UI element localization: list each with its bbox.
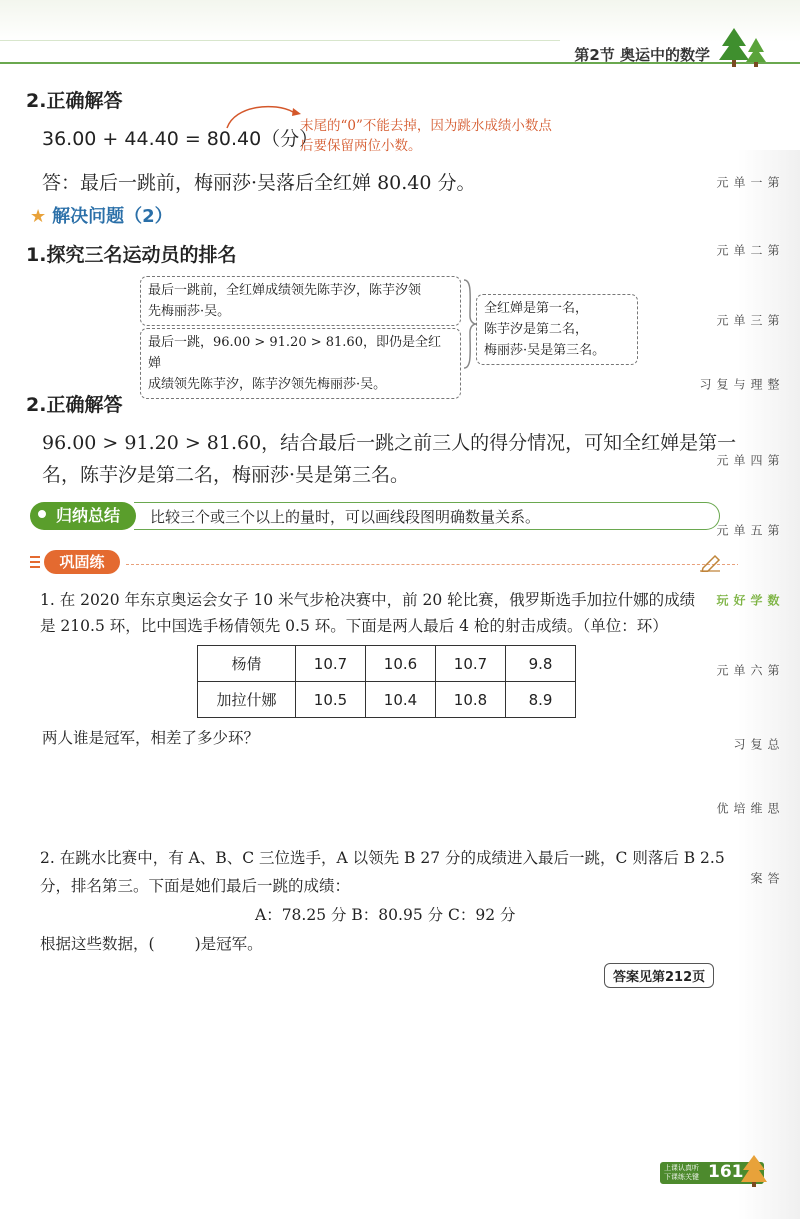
q2-line1: 2. 在跳水比赛中，有 A、B、C 三位选手，A 以领先 B 27 分的成绩进入最后一跳，C 则落后 B 2.5 [40, 849, 725, 867]
page-number: 161 [708, 1162, 744, 1182]
q2-scores: A：78.25 分 B：80.95 分 C：92 分 [255, 906, 516, 924]
pencil-icon [700, 552, 722, 572]
location-pin-icon [35, 507, 49, 521]
part1-heading: 2.正确解答 [26, 90, 123, 112]
side-tab-unit3[interactable]: 第三单元 [715, 314, 780, 327]
section-title: 第2节 奥运中的数学 [574, 46, 710, 64]
table-cell: 10.8 [436, 682, 506, 718]
table-cell: 加拉什娜 [198, 682, 296, 718]
note-line: 后要保留两位小数。 [300, 138, 422, 154]
box-line: 全红婵是第一名， [484, 301, 589, 316]
note-line: 末尾的“0”不能去掉，因为跳水成绩小数点 [300, 118, 552, 134]
q2-question-pre: 根据这些数据，( [40, 935, 155, 953]
table-row [198, 646, 576, 682]
tree-icon [740, 1154, 768, 1188]
table-cell: 10.4 [366, 682, 436, 718]
summary-text: 比较三个或三个以上的量时，可以画线段图明确数量关系。 [150, 508, 541, 526]
summary-label: 归纳总结 [30, 502, 136, 530]
side-tab-unit5[interactable]: 第五单元 [715, 524, 780, 537]
side-tab-thinking[interactable]: 思维培优 [715, 802, 780, 815]
table-cell: 8.9 [506, 682, 576, 718]
q2-line2: 分，排名第三。下面是她们最后一跳的成绩： [40, 877, 351, 895]
part2-answer-line1: 96.00 > 91.20 > 81.60，结合最后一跳之前三人的得分情况，可知全红婵是第一 [42, 432, 737, 454]
side-tab-fun-math[interactable]: 数学好玩 [715, 594, 780, 607]
box-line: 成绩领先陈芋汐，陈芋汐领先梅丽莎·吴。 [148, 377, 387, 392]
tree-icon [718, 26, 768, 68]
box-line: 先梅丽莎·吴。 [148, 304, 231, 319]
footer-tagline [664, 1164, 699, 1182]
side-tab-unit1[interactable]: 第一单元 [715, 176, 780, 189]
table-cell: 9.8 [506, 646, 576, 682]
table-cell: 杨倩 [198, 646, 296, 682]
q1-line1: 1. 在 2020 年东京奥运会女子 10 米气步枪决赛中，前 20 轮比赛，俄罗斯选手加拉什娜的成绩 [40, 591, 696, 609]
practice-divider [126, 564, 740, 565]
table-cell: 10.7 [436, 646, 506, 682]
side-tab-unit2[interactable]: 第二单元 [715, 244, 780, 257]
note-text [300, 116, 552, 156]
side-tab-unit6[interactable]: 第六单元 [715, 664, 780, 677]
problem2-title [30, 202, 173, 228]
practice-label: 巩固练 [44, 550, 120, 574]
menu-lines-icon [30, 556, 40, 571]
table-row [198, 682, 576, 718]
ranking-result-box [476, 294, 638, 365]
part2-heading: 2.正确解答 [26, 394, 123, 416]
page-header [0, 0, 800, 70]
box-line: 最后一跳前，全红婵成绩领先陈芋汐，陈芋汐领 [148, 283, 422, 298]
q2-question [40, 932, 263, 954]
note-arrow-icon [225, 100, 305, 130]
q2-question-post: )是冠军。 [194, 935, 263, 953]
part1-answer: 答：最后一跳前，梅丽莎·吴落后全红婵 80.40 分。 [42, 172, 476, 194]
part2-answer-line2: 名，陈芋汐是第二名，梅丽莎·吴是第三名。 [42, 464, 410, 486]
table-cell: 10.6 [366, 646, 436, 682]
reason-box-before [140, 276, 461, 326]
shooting-scores-table [197, 645, 576, 718]
box-line: 最后一跳，96.00 > 91.20 > 81.60，即仍是全红婵 [148, 335, 441, 371]
problem2-title-text: 解决问题（2） [52, 206, 173, 227]
ranking-heading: 1.探究三名运动员的排名 [26, 244, 237, 266]
side-tab-unit4[interactable]: 第四单元 [715, 454, 780, 467]
side-tab-final-review[interactable]: 总复习 [732, 738, 780, 751]
table-cell: 10.7 [296, 646, 366, 682]
tagline-line: 下课练关键 [664, 1173, 699, 1181]
summary-banner [30, 502, 720, 530]
equation: 36.00 + 44.40 = 80.40（分） [42, 128, 319, 150]
side-tab-answers[interactable]: 答案 [749, 872, 780, 885]
q1-question: 两人谁是冠军，相差了多少环？ [42, 729, 260, 747]
reason-box-last [140, 328, 461, 399]
header-decor-line [0, 40, 560, 41]
side-tab-review[interactable]: 整理与复习 [698, 378, 780, 391]
star-icon: ★ [30, 206, 47, 227]
tagline-line: 上课认真听 [664, 1164, 699, 1172]
box-line: 陈芋汐是第二名， [484, 322, 589, 337]
answer-reference: 答案见第212页 [604, 963, 714, 988]
q1-line2: 是 210.5 环，比中国选手杨倩领先 0.5 环。下面是两人最后 4 枪的射击成绩。（单位：环） [40, 617, 668, 635]
box-line: 梅丽莎·吴是第三名。 [484, 343, 606, 358]
table-cell: 10.5 [296, 682, 366, 718]
